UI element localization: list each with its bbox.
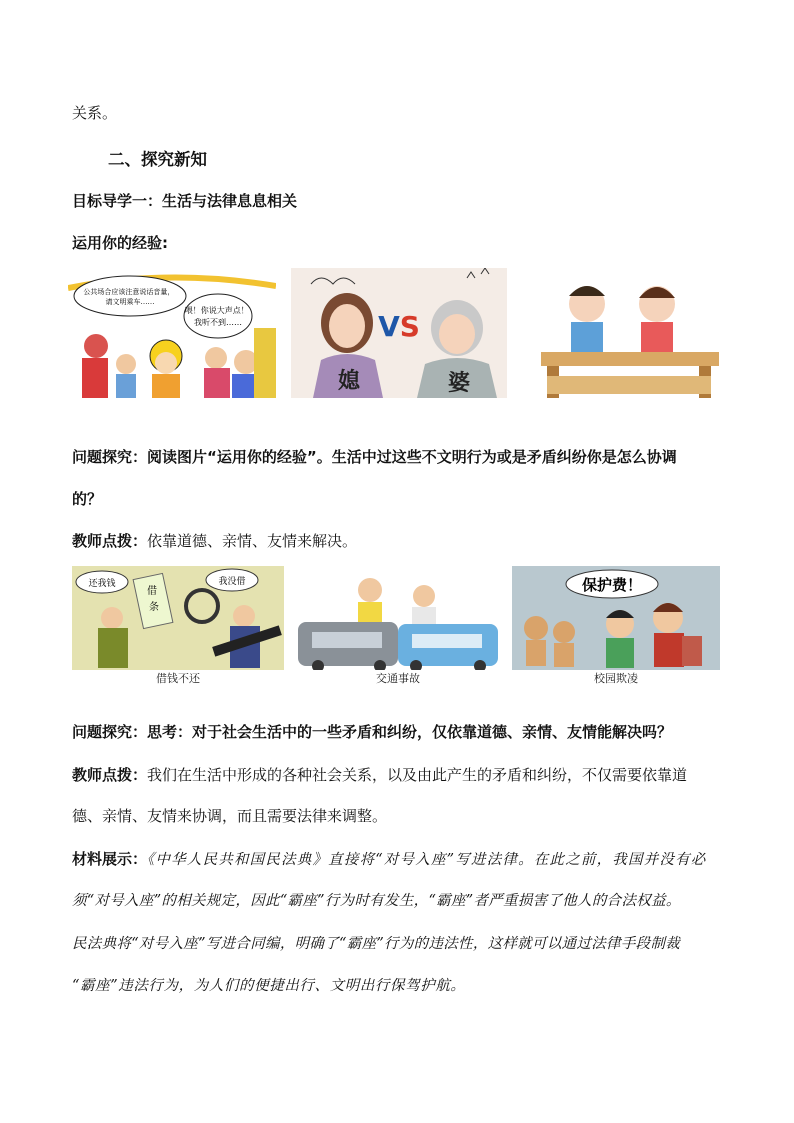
teacher-tip-1-label: 教师点拨： <box>72 532 148 550</box>
section-heading: 二、探究新知 <box>108 150 207 169</box>
question-2-text: 思考：对于社会生活中的一些矛盾和纠纷，仅依靠道德、亲情、友情能解决吗？ <box>147 723 673 741</box>
bus-bubble-2: 喂！你说大声点！ 我听不到…… <box>184 306 249 327</box>
material-text-1: 《中华人民共和国民法典》直接将“对号入座”写进法律。在此之前，我国并没有必 <box>147 852 707 868</box>
teacher-tip-2 <box>72 765 687 785</box>
question-1-continued: 的？ <box>72 490 103 508</box>
question-2-label: 问题探究： <box>72 723 148 741</box>
continuation-text: 关系。 <box>72 104 118 122</box>
vs-cartoon-image <box>291 268 507 398</box>
material-text-2: 须“对号入座”的相关规定，因此“霸座”行为时有发生，“霸座”者严重损害了他人的合法权益。 <box>72 893 681 909</box>
question-1-label: 问题探究： <box>72 448 148 466</box>
bully-cartoon-image <box>512 566 720 688</box>
material-label: 材料展示： <box>72 850 148 868</box>
vs-left-char: 媳 <box>337 368 361 394</box>
traffic-cartoon-image <box>292 566 504 688</box>
question-1 <box>72 447 677 467</box>
teacher-tip-2-continued: 德、亲情、友情来协调，而且需要法律来调整。 <box>72 807 388 825</box>
desk-quarrel-image <box>537 268 722 398</box>
teacher-tip-1-text: 依靠道德、亲情、友情来解决。 <box>147 532 358 550</box>
bus-bubble-1: 公共场合应该注意说话音量， 请文明乘车…… <box>83 288 175 306</box>
debt-bubble-right: 我没借 <box>218 577 246 587</box>
debt-paper: 借条 <box>147 586 159 613</box>
experience-title: 运用你的经验: <box>72 234 168 252</box>
material-text-3: 民法典将“对号入座”写进合同编，明确了“霸座”行为的违法性，这样就可以通过法律手段制裁 <box>72 936 681 952</box>
question-1-text: 阅读图片“运用你的经验”。生活中过这些不文明行为或是矛盾纠纷你是怎么协调 <box>147 448 677 466</box>
debt-bubble-left: 还我钱 <box>88 579 116 589</box>
question-2 <box>72 722 672 742</box>
bus-cartoon-image <box>68 268 276 398</box>
vs-label: VS <box>378 310 420 343</box>
vs-right-char: 婆 <box>447 370 471 396</box>
material-line-1 <box>72 849 707 870</box>
debt-cartoon-image <box>72 566 284 688</box>
bully-caption: 校园欺凌 <box>512 670 720 688</box>
goal-heading: 目标导学一：生活与法律息息相关 <box>72 192 298 210</box>
teacher-tip-2-label: 教师点拨： <box>72 766 148 784</box>
teacher-tip-2-text: 我们在生活中形成的各种社会关系，以及由此产生的矛盾和纠纷，不仅需要依靠道 <box>147 766 688 784</box>
teacher-tip-1 <box>72 531 357 551</box>
material-text-4: “霸座”违法行为，为人们的便捷出行、文明出行保驾护航。 <box>72 978 466 994</box>
bully-sign: 保护费！ <box>581 576 643 594</box>
traffic-caption: 交通事故 <box>292 670 504 688</box>
debt-caption: 借钱不还 <box>72 670 284 688</box>
